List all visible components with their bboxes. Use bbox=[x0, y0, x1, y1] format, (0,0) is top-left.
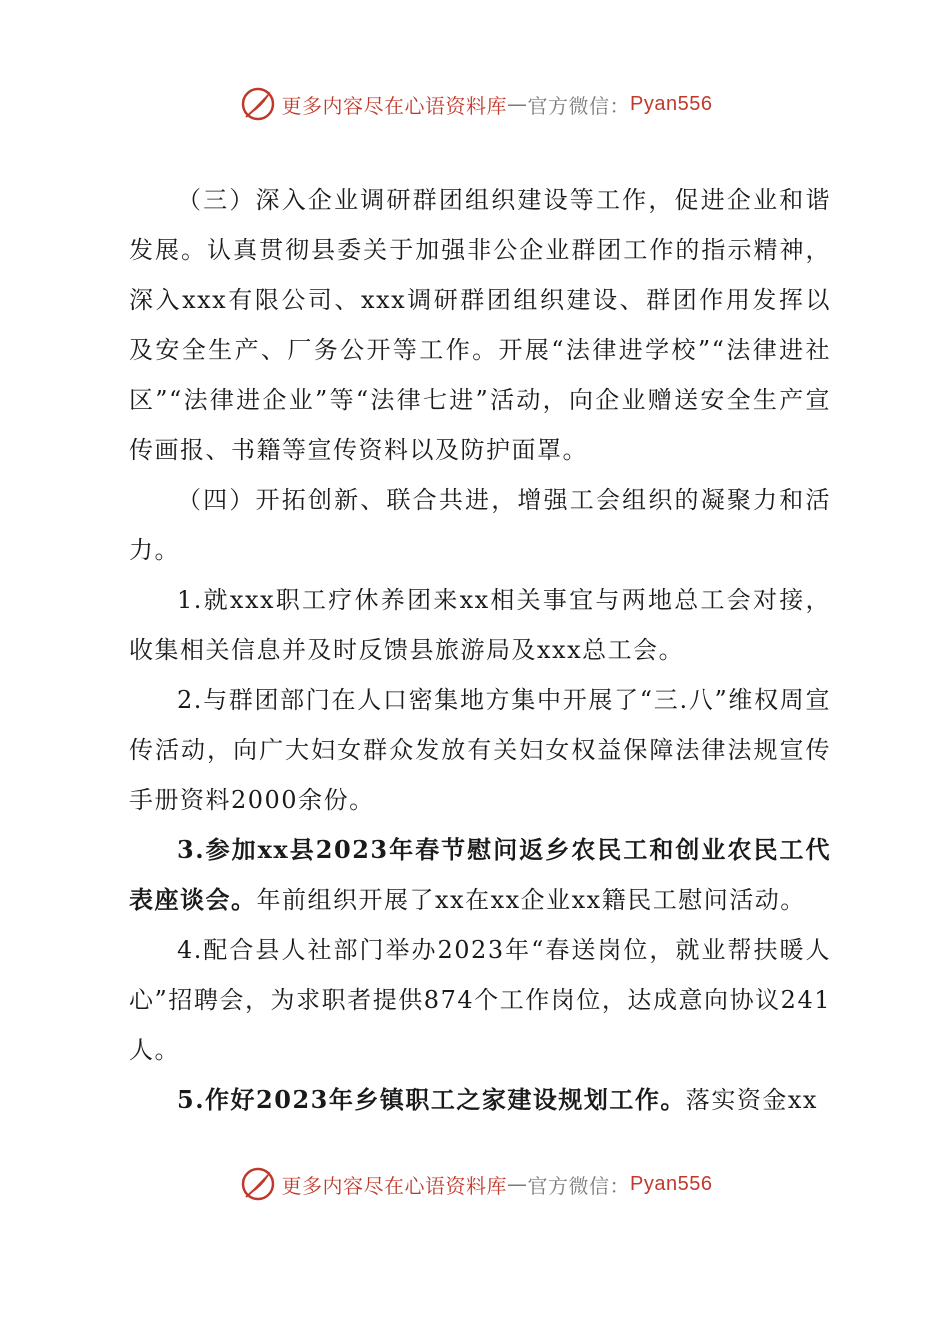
paragraph-item-2: 2.与群团部门在人口密集地方集中开展了“三.八”维权周宣传活动，向广大妇女群众发放有关妇女权益保障法律法规宣传手册资料2000余份。 bbox=[129, 686, 831, 814]
banner-wechat-id: Pyan556 bbox=[630, 92, 713, 115]
quill-logo-icon bbox=[238, 84, 278, 124]
banner-dash: — bbox=[507, 92, 528, 116]
paragraph-section-4: （四）开拓创新、联合共进，增强工会组织的凝聚力和活力。 bbox=[129, 486, 831, 564]
document-body bbox=[129, 175, 831, 1125]
item-5-text: 落实资金xx bbox=[685, 1086, 818, 1114]
banner-wechat-id: Pyan556 bbox=[630, 1172, 713, 1195]
banner-main-text: 更多内容尽在心语资料库 bbox=[281, 1173, 508, 1198]
paragraph-item-3 bbox=[129, 825, 831, 925]
paragraph-section-3: （三）深入企业调研群团组织建设等工作，促进企业和谐发展。认真贯彻县委关于加强非公企业群团工作的指示精神，深入xxx有限公司、xxx调研群团组织建设、群团作用发挥以及安全生产、厂务公开等工作。开展“法律进学校”“法律进社区”“法律进企业”等“法律七进”活动，向企业赠送安全生产宣传画报、书籍等宣传资料以及防护面罩。 bbox=[129, 186, 831, 464]
item-5-heading: 5.作好2023年乡镇职工之家建设规划工作。 bbox=[177, 1085, 686, 1114]
banner-wechat-label: 官方微信： bbox=[527, 93, 631, 118]
quill-logo-icon bbox=[238, 1164, 278, 1204]
watermark-banner-bottom bbox=[0, 1162, 950, 1206]
paragraph-item-1: 1.就xxx职工疗休养团来xx相关事宜与两地总工会对接，收集相关信息并及时反馈县旅游局及xxx总工会。 bbox=[129, 586, 831, 664]
banner-wechat-label: 官方微信： bbox=[527, 1173, 631, 1198]
banner-main-text: 更多内容尽在心语资料库 bbox=[281, 93, 508, 118]
banner-dash: — bbox=[507, 1172, 528, 1196]
paragraph-item-5 bbox=[129, 1075, 831, 1125]
paragraph-item-4: 4.配合县人社部门举办2023年“春送岗位，就业帮扶暖人心”招聘会，为求职者提供874个工作岗位，达成意向协议241人。 bbox=[129, 936, 831, 1064]
item-3-text: 年前组织开展了xx在xx企业xx籍民工慰问活动。 bbox=[256, 886, 806, 914]
item-3-heading: 3.参加xx县2023年春节慰问返乡农民工和创业农民工代表座谈会。 bbox=[129, 835, 831, 914]
watermark-banner-top bbox=[0, 82, 950, 126]
